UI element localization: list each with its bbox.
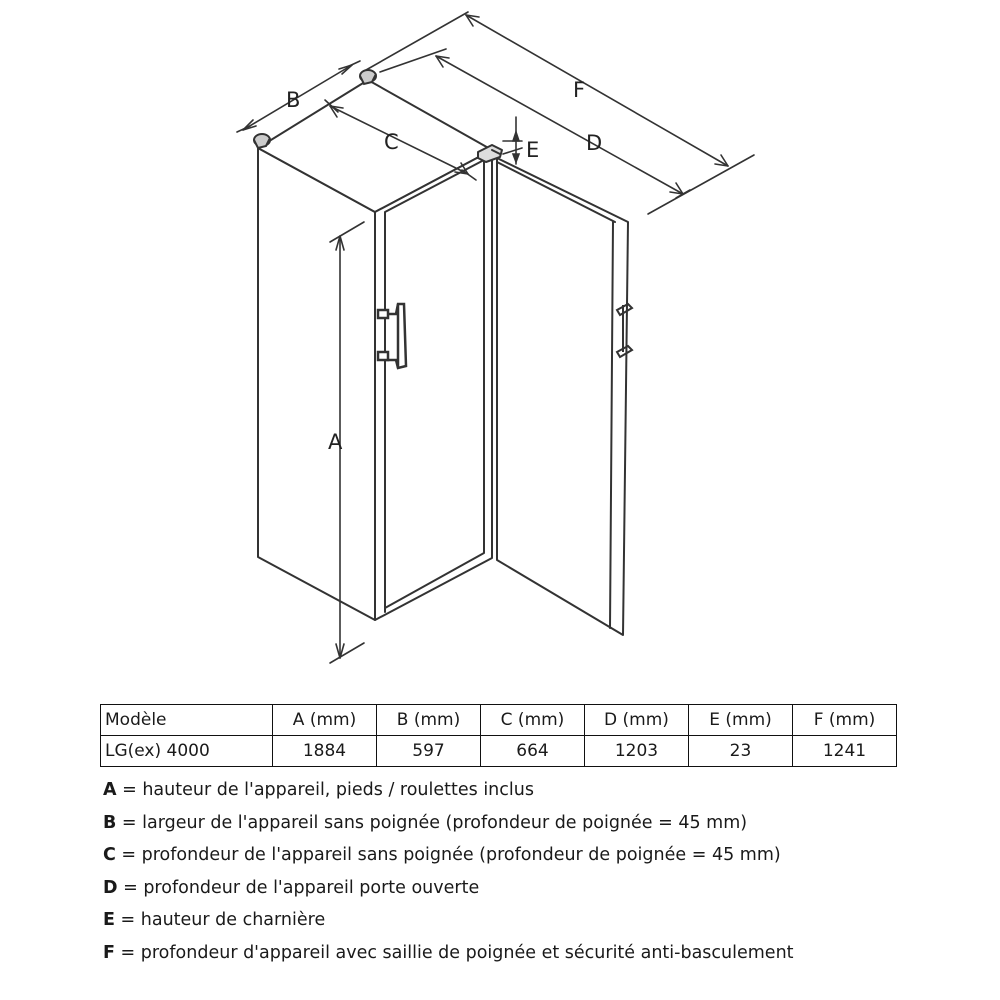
- label-f: F: [573, 78, 586, 102]
- dimension-line-e: [503, 117, 522, 164]
- label-b: B: [286, 88, 301, 112]
- table-header-cell: B (mm): [377, 705, 481, 736]
- legend-key: D: [103, 877, 118, 898]
- legend-text: profondeur de l'appareil sans poignée (profondeur de poignée = 45 mm): [141, 845, 781, 865]
- table-header-cell: A (mm): [273, 705, 377, 736]
- legend-separator: =: [116, 812, 143, 833]
- label-e: E: [526, 138, 540, 162]
- label-a: A: [328, 430, 343, 454]
- legend-text: profondeur de l'appareil porte ouverte: [143, 877, 480, 898]
- legend-item: [103, 774, 983, 807]
- dimensions-table: [100, 704, 897, 767]
- open-door-panel: [497, 158, 628, 635]
- table-header-cell: E (mm): [689, 705, 793, 736]
- legend-text: hauteur de l'appareil, pieds / roulettes inclus: [142, 780, 534, 800]
- legend-key: A: [103, 780, 117, 800]
- table-cell: LG(ex) 4000: [101, 736, 273, 767]
- legend-item: [103, 807, 983, 840]
- legend-item: [103, 839, 983, 872]
- legend-key: C: [103, 845, 116, 865]
- table-cell: 1241: [793, 736, 897, 767]
- legend-key: B: [103, 812, 117, 833]
- table-cell: 1884: [273, 736, 377, 767]
- table-cell: 597: [377, 736, 481, 767]
- legend-separator: =: [116, 780, 143, 800]
- table-cell: 23: [689, 736, 793, 767]
- table-header-cell: Modèle: [101, 705, 273, 736]
- cabinet-front-frame: [375, 150, 492, 620]
- cabinet-side-face: [258, 148, 375, 620]
- legend-item: [103, 904, 983, 937]
- anti-tip-bracket-right: [360, 70, 376, 84]
- legend-key: E: [103, 910, 115, 930]
- table-header-cell: D (mm): [585, 705, 689, 736]
- table-header-cell: F (mm): [793, 705, 897, 736]
- legend-separator: =: [114, 942, 141, 963]
- legend-text: largeur de l'appareil sans poignée (profondeur de poignée = 45 mm): [142, 812, 748, 833]
- legend-text: profondeur d'appareil avec saillie de poignée et sécurité anti-basculement: [140, 942, 794, 963]
- label-c: C: [384, 130, 399, 154]
- legend-item: [103, 937, 983, 970]
- table-cell: 664: [481, 736, 585, 767]
- dimension-legend: [103, 774, 983, 969]
- legend-item: [103, 872, 983, 905]
- table-row: [101, 736, 897, 767]
- legend-text: hauteur de charnière: [140, 910, 326, 930]
- legend-separator: =: [114, 910, 141, 930]
- legend-key: F: [103, 942, 115, 963]
- table-cell: 1203: [585, 736, 689, 767]
- table-header-cell: C (mm): [481, 705, 585, 736]
- legend-separator: =: [117, 877, 144, 898]
- table-header-row: [101, 705, 897, 736]
- label-d: D: [586, 131, 603, 155]
- legend-separator: =: [115, 845, 142, 865]
